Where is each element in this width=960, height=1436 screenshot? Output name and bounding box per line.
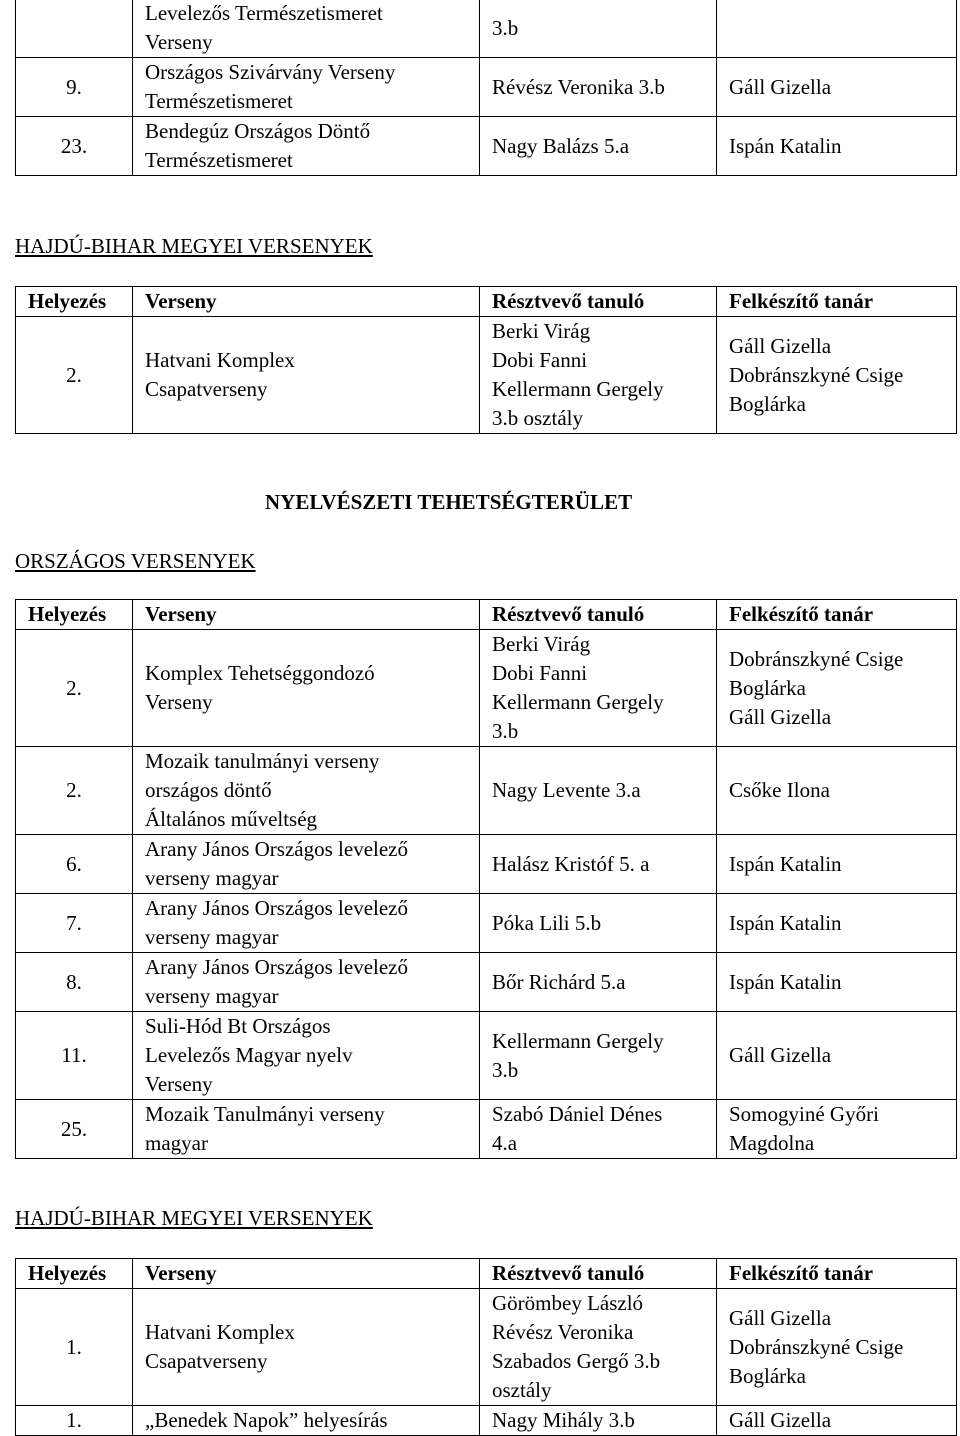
student-cell-line: Dobi Fanni [492,661,588,685]
section-title-county-2: HAJDÚ-BIHAR MEGYEI VERSENYEK [15,1206,373,1230]
header-placement: Helyezés [16,287,133,317]
placement-cell: 2. [16,630,133,747]
contest-cell [133,1012,480,1100]
teacher-cell-line: Boglárka [729,675,806,700]
header-placement: Helyezés [16,1259,133,1289]
student-cell-line: Kellermann Gergely [492,1028,664,1053]
placement-cell: 6. [16,835,133,894]
header-teacher: Felkészítő tanár [717,287,957,317]
county-results-body-1 [16,317,957,434]
student-cell [480,747,717,835]
header-student: Résztvevő tanuló [480,1259,717,1289]
contest-cell-line: magyar [145,1131,208,1155]
national-results-table [15,599,957,1159]
student-cell [480,58,717,117]
student-cell-line: Szabó Dániel Dénes [492,1102,663,1126]
student-cell-line: Halász Kristóf 5. a [492,851,650,876]
placement-cell: 7. [16,894,133,953]
section-title-county-1: HAJDÚ-BIHAR MEGYEI VERSENYEK [15,234,373,258]
student-cell-line: Nagy Mihály 3.b [492,1408,635,1432]
contest-cell [133,953,480,1012]
contest-cell [133,1289,480,1406]
contest-cell [133,1100,480,1159]
table-row [16,747,957,835]
contest-cell-line: verseny magyar [145,866,279,890]
teacher-cell-line: Dobránszkyné Csige [729,362,904,387]
teacher-cell-line: Gáll Gizella [729,1043,832,1067]
placement-cell: 2. [16,317,133,434]
teacher-cell-line: Somogyiné Győri [729,1102,879,1126]
table-row [16,1406,957,1436]
student-cell-line: Bőr Richárd 5.a [492,969,626,994]
table-row [16,0,957,58]
teacher-cell [717,1100,957,1159]
teacher-cell [717,894,957,953]
section-title-national: ORSZÁGOS VERSENYEK [15,549,256,573]
student-cell-line: 3.b [492,15,519,40]
student-cell-line: Kellermann Gergely [492,690,664,714]
placement-cell: 11. [16,1012,133,1100]
teacher-cell [717,953,957,1012]
student-cell [480,117,717,176]
placement-cell: 2. [16,747,133,835]
header-student: Résztvevő tanuló [480,287,717,317]
student-cell-line: 3.b [492,719,519,743]
contest-cell-line: Természetismeret [145,148,293,172]
contest-cell-line: Mozaik Tanulmányi verseny [145,1102,385,1126]
teacher-cell-line: Dobránszkyné Csige [729,646,904,671]
contest-cell-line: Csapatverseny [145,1349,268,1373]
placement-cell: 23. [16,117,133,176]
contest-cell [133,630,480,747]
contest-cell-line: Levelezős Természetismeret [145,1,383,25]
student-cell [480,894,717,953]
county-results-table-1 [15,286,957,434]
teacher-cell-line: Gáll Gizella [729,1305,832,1330]
teacher-cell-line: Dobránszkyné Csige [729,1334,904,1359]
student-cell [480,1406,717,1436]
table-row [16,1012,957,1100]
teacher-cell-line: Gáll Gizella [729,333,832,358]
teacher-cell-line: Boglárka [729,1363,806,1388]
contest-cell-line: Országos Szivárvány Verseny [145,60,396,84]
contest-cell-line: Hatvani Komplex [145,348,295,372]
header-teacher: Felkészítő tanár [717,1259,957,1289]
contest-cell-line: Mozaik tanulmányi verseny [145,749,380,773]
table-row [16,630,957,747]
student-cell [480,835,717,894]
national-results-body [16,630,957,1159]
placement-cell: 25. [16,1100,133,1159]
header-contest: Verseny [133,1259,480,1289]
table-row [16,835,957,894]
contest-cell-line: „Benedek Napok” helyesírás [145,1408,388,1432]
student-cell-line: Szabados Gergő 3.b [492,1349,661,1373]
student-cell-line: Dobi Fanni [492,348,588,372]
contest-cell-line: Komplex Tehetséggondozó [145,661,375,685]
teacher-cell [717,317,957,434]
teacher-cell-line: Ispán Katalin [729,851,842,876]
contest-cell-line: Hatvani Komplex [145,1320,295,1344]
table-header-row [16,600,957,630]
contest-cell-line: Csapatverseny [145,377,268,401]
student-cell [480,317,717,434]
table-row [16,953,957,1012]
contest-cell [133,894,480,953]
header-student: Résztvevő tanuló [480,600,717,630]
teacher-cell-line: Ispán Katalin [729,133,842,158]
student-cell [480,953,717,1012]
header-teacher: Felkészítő tanár [717,600,957,630]
header-contest: Verseny [133,287,480,317]
student-cell-line: Berki Virág [492,319,591,343]
table-header-row [16,1259,957,1289]
student-cell [480,1012,717,1100]
teacher-cell-line: Magdolna [729,1131,815,1155]
student-cell [480,1289,717,1406]
table-row [16,317,957,434]
contest-cell [133,835,480,894]
teacher-cell-line: Csőke Ilona [729,778,830,802]
contest-cell-line: Verseny [145,1072,213,1096]
teacher-cell-line: Gáll Gizella [729,1408,832,1432]
student-cell-line: Révész Veronika [492,1320,634,1344]
student-cell-line: 3.b osztály [492,406,583,430]
student-cell-line: 4.a [492,1131,518,1155]
table-row [16,1289,957,1406]
table-row [16,58,957,117]
placement-cell: 8. [16,953,133,1012]
teacher-cell [717,835,957,894]
student-cell-line: Görömbey László [492,1291,644,1315]
contest-cell [133,0,480,58]
teacher-cell-line: Ispán Katalin [729,969,842,994]
top-results-table [15,0,957,176]
table-row [16,117,957,176]
teacher-cell [717,1406,957,1436]
placement-cell: 9. [16,58,133,117]
contest-cell-line: Suli-Hód Bt Országos [145,1014,331,1038]
contest-cell-line: Verseny [145,690,213,714]
teacher-cell [717,117,957,176]
teacher-cell [717,1289,957,1406]
student-cell-line: osztály [492,1378,552,1402]
header-contest: Verseny [133,600,480,630]
contest-cell-line: Bendegúz Országos Döntő [145,119,371,143]
student-cell-line: Kellermann Gergely [492,377,664,401]
contest-cell-line: verseny magyar [145,984,279,1008]
student-cell-line: Nagy Balázs 5.a [492,133,630,158]
placement-cell: 1. [16,1406,133,1436]
teacher-cell [717,630,957,747]
contest-cell-line: Levelezős Magyar nyelv [145,1043,353,1067]
student-cell [480,1100,717,1159]
contest-cell [133,58,480,117]
student-cell-line: Póka Lili 5.b [492,910,602,935]
student-cell [480,630,717,747]
teacher-cell [717,0,957,58]
student-cell [480,0,717,58]
contest-cell-line: országos döntő [145,778,272,802]
teacher-cell-line: Gáll Gizella [729,74,832,99]
county-results-table-2 [15,1258,957,1436]
student-cell-line: Berki Virág [492,632,591,656]
student-cell-line: Nagy Levente 3.a [492,778,641,802]
contest-cell-line: verseny magyar [145,925,279,949]
top-results-body [16,0,957,176]
teacher-cell-line: Ispán Katalin [729,910,842,935]
contest-cell-line: Természetismeret [145,89,293,113]
teacher-cell [717,747,957,835]
teacher-cell [717,1012,957,1100]
contest-cell-line: Arany János Országos levelező [145,896,408,920]
table-row [16,1100,957,1159]
student-cell-line: 3.b [492,1057,519,1082]
contest-cell [133,117,480,176]
contest-cell-line: Arany János Országos levelező [145,837,408,861]
table-row [16,894,957,953]
talent-area-title: NYELVÉSZETI TEHETSÉGTERÜLET [265,490,633,514]
contest-cell-line: Általános műveltség [145,807,318,831]
contest-cell [133,747,480,835]
contest-cell [133,317,480,434]
contest-cell-line: Verseny [145,30,213,54]
header-placement: Helyezés [16,600,133,630]
table-header-row [16,287,957,317]
teacher-cell-line: Boglárka [729,391,806,416]
teacher-cell [717,58,957,117]
contest-cell [133,1406,480,1436]
placement-cell [16,0,133,58]
teacher-cell-line: Gáll Gizella [729,704,832,729]
student-cell-line: Révész Veronika 3.b [492,74,665,99]
county-results-body-2 [16,1289,957,1436]
placement-cell: 1. [16,1289,133,1406]
contest-cell-line: Arany János Országos levelező [145,955,408,979]
